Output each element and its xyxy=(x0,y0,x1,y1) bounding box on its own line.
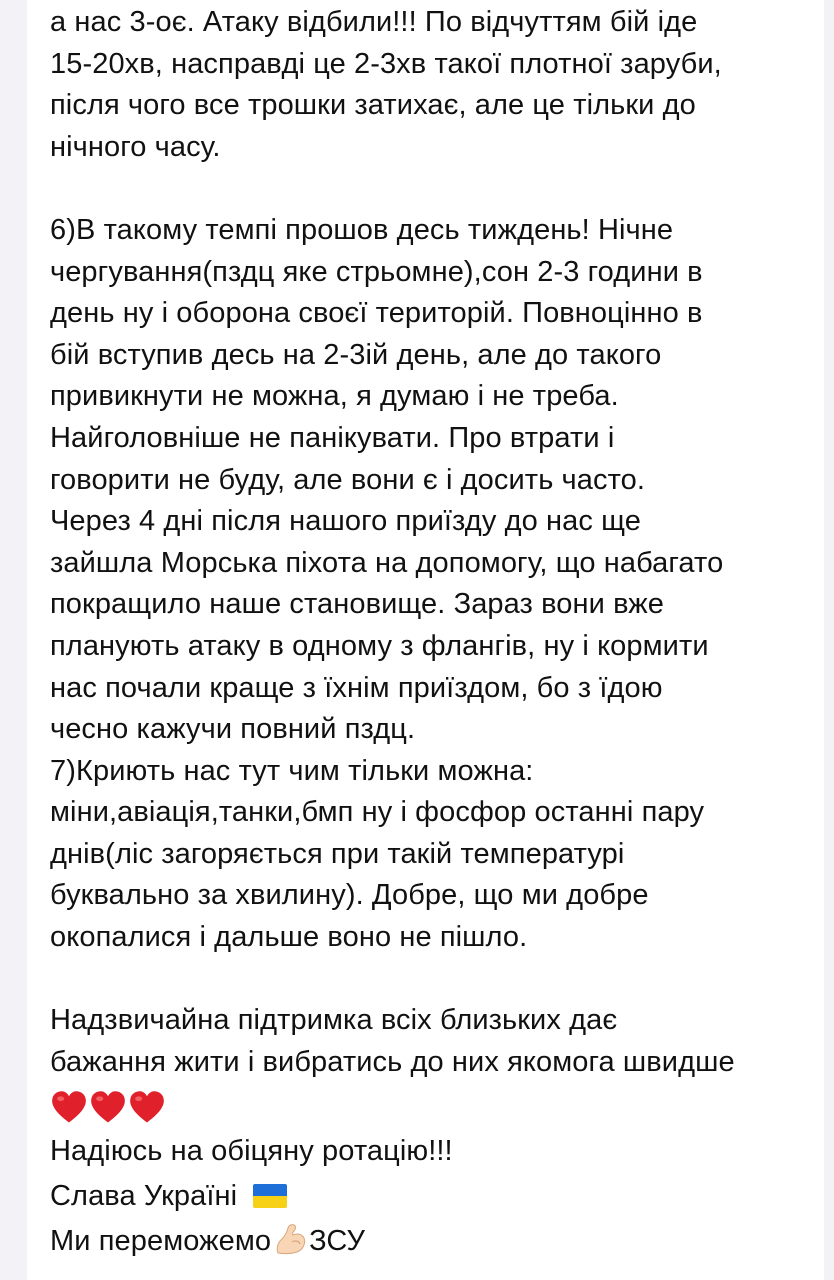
zsu-text: ЗСУ xyxy=(309,1225,366,1258)
red-heart-icon xyxy=(89,1088,127,1126)
red-heart-icon xyxy=(128,1088,166,1126)
message-line: привикнути не можна, я думаю і не треба. xyxy=(50,380,619,413)
glory-line xyxy=(50,1174,830,1219)
message-line: міни,авіація,танки,бмп ну і фосфор останні пару xyxy=(50,796,705,829)
message-line: зайшла Морська піхота на допомогу, що набагато xyxy=(50,546,724,579)
victory-text: Ми переможемо xyxy=(50,1225,272,1258)
message-line: чесно кажучи повний пздц. xyxy=(50,713,416,746)
message-line: 7)Криють нас тут чим тільки можна: xyxy=(50,754,534,787)
message-line: нічного часу. xyxy=(50,130,221,163)
message-line: говорити не буду, але вони є і досить часто. xyxy=(50,463,646,496)
glory-text: Слава Україні xyxy=(50,1180,238,1213)
message-line: буквально за хвилину). Добре, що ми добре xyxy=(50,879,649,912)
message-line: планують атаку в одному з флангів, ну і кормити xyxy=(50,629,709,662)
message-line: чергування(пздц яке стрьомне),сон 2-3 години в xyxy=(50,255,703,288)
message-line: Надзвичайна підтримка всіх близьких дає xyxy=(50,1004,618,1037)
message-line: Через 4 дні після нашого приїзду до нас ще xyxy=(50,505,641,538)
flexed-biceps-icon xyxy=(271,1220,309,1256)
paragraph-gap xyxy=(50,959,830,1001)
message-line: бажання жити і вибратись до них якомога швидше xyxy=(50,1045,735,1078)
message-line: Надіюсь на обіцяну ротацію!!! xyxy=(50,1135,453,1168)
message-line: нас почали краще з їхнім приїздом, бо з їдою xyxy=(50,671,663,704)
message-line: Найголовніше не панікувати. Про втрати і xyxy=(50,421,615,454)
message-text xyxy=(50,2,830,1264)
message-line: після чого все трошки затихає, але це тільки до xyxy=(50,89,696,122)
red-heart-icon xyxy=(50,1088,88,1126)
message-line: бій вступив десь на 2-3ій день, але до такого xyxy=(50,338,662,371)
message-line: день ну і оборона своєї територій. Повноцінно в xyxy=(50,297,703,330)
message-line: покращило наше становище. Зараз вони вже xyxy=(50,588,664,621)
ukraine-flag-icon xyxy=(253,1184,287,1208)
hearts-row xyxy=(50,1083,830,1129)
message-line: 6)В такому темпі прошов десь тиждень! Нічне xyxy=(50,213,674,246)
message-line: днів(ліс загоряється при такій температурі xyxy=(50,837,625,870)
victory-line xyxy=(50,1219,830,1264)
message-line: 15-20хв, насправді це 2-3хв такої плотної заруби, xyxy=(50,47,722,80)
message-line: а нас 3-оє. Атаку відбили!!! По відчуттям бій іде xyxy=(50,6,698,38)
message-line: окопалися і дальше воно не пішло. xyxy=(50,921,528,954)
paragraph-gap xyxy=(50,168,830,210)
